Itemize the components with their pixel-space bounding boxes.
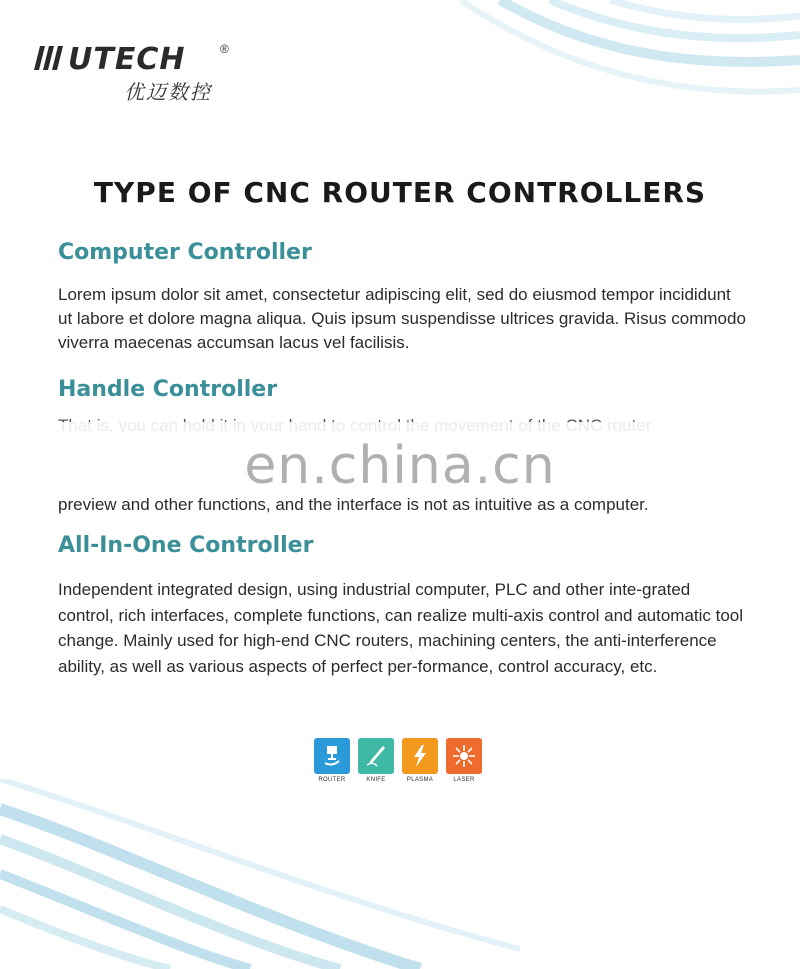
router-icon (314, 738, 350, 774)
computer-controller-text: Lorem ipsum dolor sit amet, consectetur adipiscing elit, sed do eiusmod tempor incididunt ut labore et dolore magna aliqua. Quis ipsum suspendisse ultrices gravida. Risus commodo viverra maecenas accumsan lacus vel facilisis. (58, 285, 746, 352)
laser-label: LASER (453, 777, 475, 783)
plasma-label: PLASMA (406, 777, 434, 783)
registered-mark: ® (220, 42, 229, 56)
logo-wordmark: UTECH (68, 42, 186, 77)
brand-logo (34, 42, 234, 102)
logo-chinese-name: 优迈数控 (124, 80, 212, 104)
all-in-one-controller-heading: All-In-One Controller (58, 533, 314, 558)
laser-icon (446, 738, 482, 774)
computer-controller-heading: Computer Controller (58, 240, 312, 265)
bottom-wave-decoration (0, 779, 520, 969)
plasma-item (402, 738, 438, 783)
handle-controller-heading: Handle Controller (58, 377, 278, 402)
watermark: en.china.cn (244, 436, 556, 496)
router-label: ROUTER (318, 777, 346, 783)
router-item (314, 738, 350, 783)
handle-controller-text-bottom: preview and other functions, and the interface is not as intuitive as a computer. (58, 495, 649, 514)
plasma-icon (402, 738, 438, 774)
all-in-one-controller-text: Independent integrated design, using industrial computer, PLC and other inte-grated control, rich interfaces, complete functions, can realize multi-axis control and automatic tool change. Mainly used for high-end CNC routers, machining centers, the anti-interference ability, as well as various aspects of perfect per-formance, control accuracy, etc. (58, 580, 744, 676)
application-icons (314, 738, 482, 783)
top-wave-decoration (460, 0, 800, 130)
page-title: TYPE OF CNC ROUTER CONTROLLERS (93, 176, 707, 209)
knife-label: KNIFE (366, 777, 386, 783)
logo-stripes-icon (34, 46, 68, 70)
knife-icon (358, 738, 394, 774)
knife-item (358, 738, 394, 783)
laser-item (446, 738, 482, 783)
